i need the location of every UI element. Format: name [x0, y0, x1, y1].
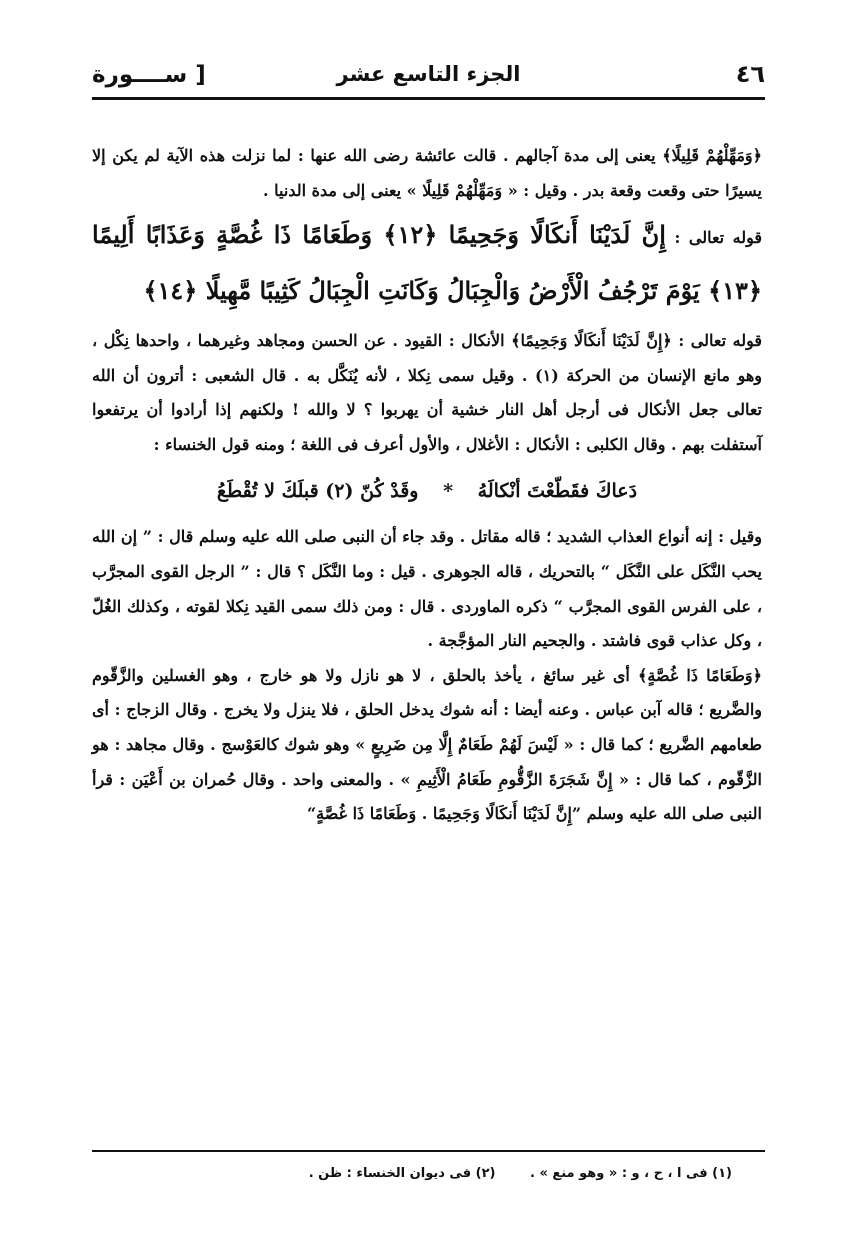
- poem-hemistich-first: دَعاكَ فقَطّعْتَ أنْكالَهُ: [477, 480, 638, 503]
- poem-hemistich-second: وقَدْ كُنّ (٢) قبلَكَ لا تُقْطَعُ: [216, 480, 419, 503]
- poem-separator: *: [443, 480, 454, 503]
- main-text: [92, 138, 762, 832]
- juz-title: الجزء التاسع عشر: [336, 62, 521, 86]
- page-number: ٤٦: [735, 60, 765, 88]
- footnote-2: (٢) فى ديوان الخنساء : ظن .: [308, 1166, 496, 1181]
- footnotes: [92, 1166, 732, 1181]
- paragraph-commentary-3: وقيل : إنه أنواع العذاب الشديد ؛ قاله مقاتل . وقد جاء أن النبى صلى الله عليه وسلم قال : ” إن الله يحب النَّكَل على النَّكَل “ بالتحريك ، قاله الجوهرى . قيل : وما النَّكَل ؟ قال : ” الرجل القوى المجرَّب ، على الفرس القوى المجرَّب “ ذكره الماوردى . قال : ومن ذلك سمى القيد نِكلا لقوته ، وكذلك الغُلّ ، وكل عذاب قوى فاشتد . والجحيم النار المؤجَّجة .: [92, 527, 762, 651]
- poetry-line: [92, 462, 762, 520]
- surah-title: [ ســــورة: [92, 62, 206, 88]
- footnote-divider: [92, 1150, 765, 1152]
- quran-verse-block: [92, 208, 762, 320]
- footnote-1: (١) فى ا ، ح ، و : « وهو منع » .: [529, 1166, 732, 1181]
- paragraph-commentary-2: قوله تعالى : ﴿إِنَّ لَدَيْنَا أَنكَالًا وَجَحِيمًا﴾ الأنكال : القيود . عن الحسن ومجاهد وغيرهما ، واحدها نِكْل ، وهو مانع الإنسان من الحركة (١) . وقيل سمى نِكلا ، لأنه يُنَكَّل به . قال الشعبى : أترون أن الله تعالى جعل الأنكال فى أرجل أهل النار خشية أن يهربوا ؟ لا والله ! ولكنهم إذا أرادوا أن يرتفعوا آستفلت بهم . وقال الكلبى : الأنكال : الأغلال ، والأول أعرف فى اللغة ؛ ومنه قول الخنساء :: [92, 331, 763, 454]
- paragraph-commentary-4: ﴿وَطَعَامًا ذَا غُصَّةٍ﴾ أى غير سائغ ، يأخذ بالحلق ، لا هو نازل ولا هو خارج ، وهو الغسلين والزَّقّوم والضَّريع ؛ قاله آبن عباس . وعنه أيضا : أنه شوك يدخل الحلق ، فلا ينزل ولا يخرج . وقال الزجاج : أى طعامهم الضَّريع ؛ كما قال : « لَيْسَ لَهُمْ طَعَامٌ إِلَّا مِن ضَرِيعٍ » وهو شوك كالعَوْسج . وقال مجاهد : هو الزَّقّوم ، كما قال : « إِنَّ شَجَرَةَ الزَّقُّومِ طَعَامُ الْأَثِيمِ » . والمعنى واحد . وقال حُمران بن أَعْيَن : قرأ النبى صلى الله عليه وسلم ”إِنَّ لَدَيْنَا أَنكَالًا وَجَحِيمًا . وَطَعَامًا ذَا غُصَّةٍ“: [92, 665, 763, 824]
- header-divider: [92, 97, 765, 100]
- paragraph-commentary-1: ﴿وَمَهِّلْهُمْ قَلِيلًا﴾ يعنى إلى مدة آجالهم . قالت عائشة رضى الله عنها : لما نزلت هذه الآية لم يكن إلا يسيرًا حتى وقعت وقعة بدر . وقيل : « وَمَهِّلْهُمْ قَلِيلًا » يعنى إلى مدة الدنيا .: [92, 146, 762, 200]
- running-header: [92, 56, 765, 96]
- quran-verse: إِنَّ لَدَيْنَا أَنكَالًا وَجَحِيمًا ﴿١٢﴾ وَطَعَامًا ذَا غُصَّةٍ وَعَذَابًا أَلِيمًا ﴿١٣﴾ يَوْمَ تَرْجُفُ الْأَرْضُ وَالْجِبَالُ وَكَانَتِ الْجِبَالُ كَثِيبًا مَّهِيلًا ﴿١٤﴾: [92, 220, 762, 305]
- verse-intro: قوله تعالى :: [674, 228, 762, 247]
